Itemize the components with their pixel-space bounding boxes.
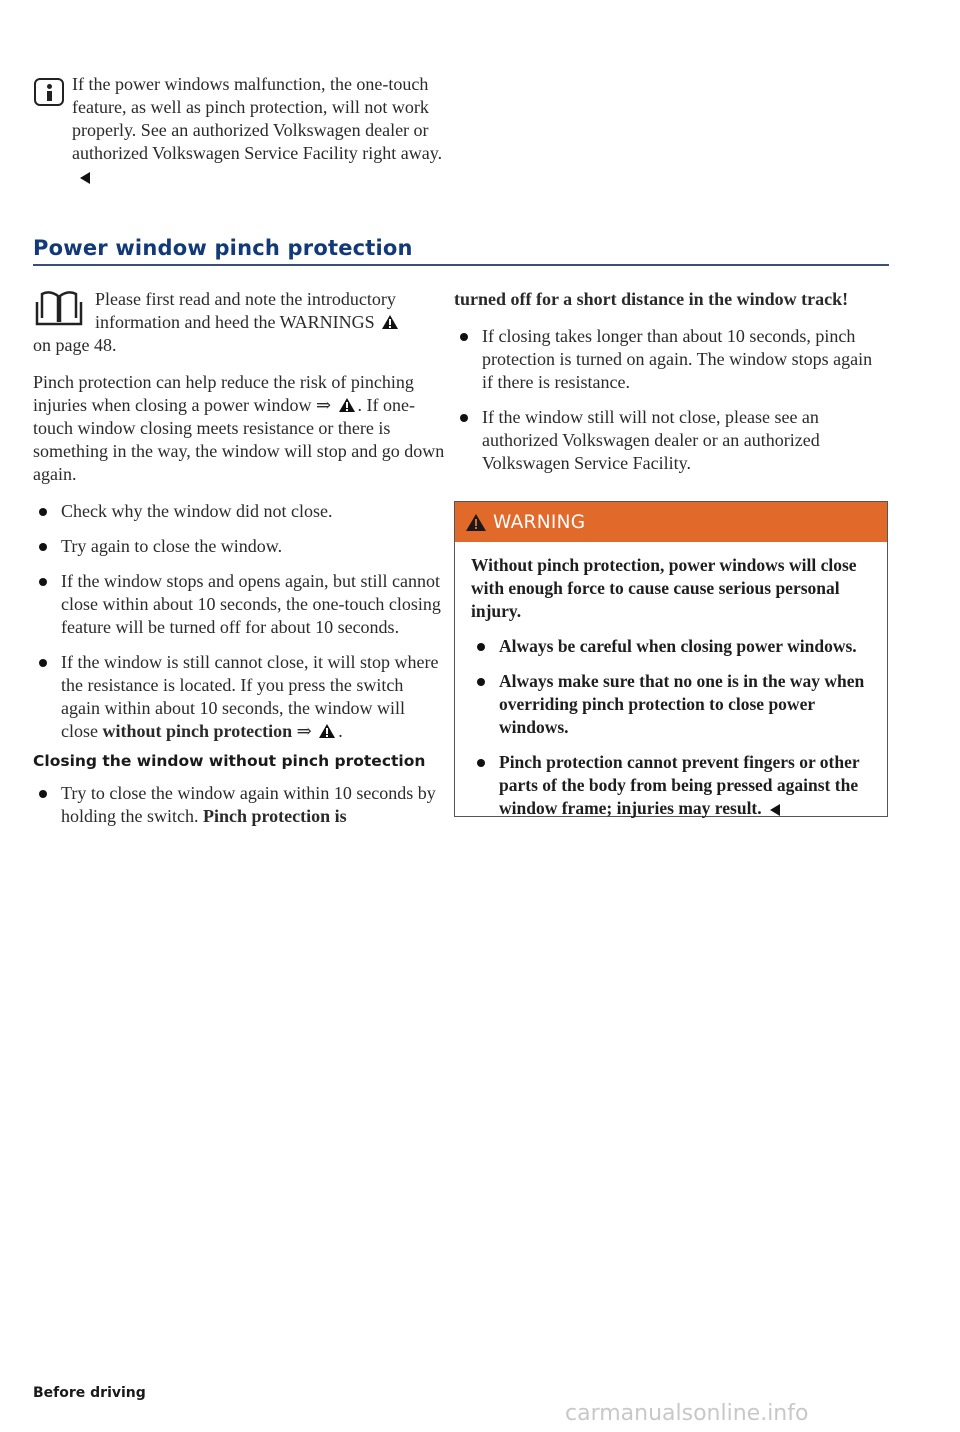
intro-text: Please first read and note the introductory information and heed the WARNINGS bbox=[95, 289, 396, 332]
pinch-intro-text-a: Pinch protection can help reduce the risk of pinching injuries when closing a power window ⇒ bbox=[33, 372, 414, 415]
list-item: If closing takes longer than about 10 seconds, pinch protection is turned on again. The window stops again if there is resistance. bbox=[454, 325, 886, 394]
intro-paragraph bbox=[33, 288, 445, 334]
subsection-body bbox=[33, 782, 445, 828]
warning-item-text: Pinch protection cannot prevent fingers or other parts of the body from being pressed against the window frame; injuries may result. bbox=[499, 752, 860, 818]
warning-triangle-icon bbox=[381, 314, 399, 330]
pinch-intro-text-b: . If one-touch window closing meets resistance or there is something in the way, the window will stop and go down again. bbox=[33, 395, 445, 484]
subsection-title: Closing the window without pinch protection bbox=[33, 752, 426, 770]
warning-triangle-icon bbox=[318, 723, 336, 739]
info-note-text: If the power windows malfunction, the one-touch feature, as well as pinch protection, will not work properly. See an authorized Volkswagen dealer or authorized Volkswagen Service Facility right away. bbox=[72, 74, 443, 163]
left-column bbox=[33, 288, 445, 755]
intro-page-ref: on page 48. bbox=[33, 335, 117, 355]
warning-item bbox=[471, 751, 871, 820]
watermark: carmanualsonline.info bbox=[565, 1401, 809, 1426]
list-item-text: Try to close the window again within 10 seconds by holding the switch. bbox=[61, 783, 436, 826]
section-title: Power window pinch protection bbox=[33, 236, 413, 260]
arrow-glyph: ⇒ bbox=[296, 721, 312, 741]
pinch-intro-paragraph bbox=[33, 371, 445, 486]
right-column bbox=[454, 288, 886, 475]
warning-item: Always make sure that no one is in the way when overriding pinch protection to close power windows. bbox=[471, 670, 871, 739]
list-item bbox=[33, 782, 445, 828]
list-item: If the window still will not close, please see an authorized Volkswagen dealer or an authorized Volkswagen Service Facility. bbox=[454, 406, 886, 475]
page-footer: Before driving bbox=[33, 1385, 146, 1401]
list-item: Check why the window did not close. bbox=[33, 500, 445, 523]
warning-triangle-icon bbox=[338, 397, 356, 413]
warning-lead: Without pinch protection, power windows will close with enough force to cause cause serious personal injury. bbox=[471, 555, 857, 621]
continued-bold-text: turned off for a short distance in the window track! bbox=[454, 289, 849, 309]
info-note bbox=[72, 73, 448, 188]
list-item: Try again to close the window. bbox=[33, 535, 445, 558]
warning-item: Always be careful when closing power windows. bbox=[471, 635, 871, 658]
warning-label: WARNING bbox=[493, 511, 586, 533]
warning-box bbox=[454, 501, 888, 817]
list-item: If the window is still cannot close, it will stop where the resistance is located. If you press the switch again within about 10 seconds, the window will close without pinch protection ⇒ . bbox=[33, 651, 445, 743]
list-item-text: If the window is still cannot close, it will stop where the resistance is located. If you press the switch again within about 10 seconds, the window will close bbox=[61, 652, 439, 741]
end-marker-icon bbox=[80, 172, 90, 184]
end-marker-icon bbox=[770, 804, 780, 816]
list-item-bold-text: without pinch protection bbox=[102, 721, 293, 741]
warning-header bbox=[455, 502, 887, 542]
section-divider bbox=[33, 264, 889, 266]
list-item: If the window stops and opens again, but still cannot close within about 10 seconds, the one-touch closing feature will be turned off for about 10 seconds. bbox=[33, 570, 445, 639]
list-item-bold-text: Pinch protection is bbox=[203, 806, 347, 826]
warning-triangle-icon bbox=[465, 513, 487, 532]
warning-body bbox=[455, 542, 887, 820]
